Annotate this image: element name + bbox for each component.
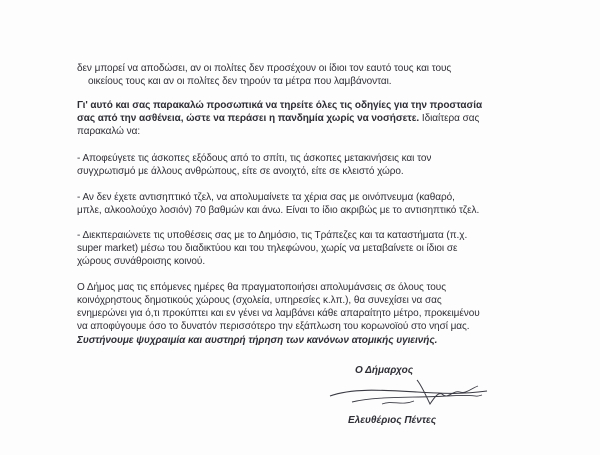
body-line: μπλε, αλκοολούχο λοσιόν) 70 βαθμών και άνω. Είναι το ίδιο ακριβώς με το αντισηπτικό τζελ. xyxy=(77,205,480,216)
signature-name: Ελευθέριος Πέντες xyxy=(348,415,437,426)
bullet-line: - Αποφεύγετε τις άσκοπες εξόδους από το σπίτι, τις άσκοπες μετακινήσεις και τον xyxy=(77,153,432,164)
emphasis-text: σας από την ασθένεια, ώστε να περάσει η πανδημία χωρίς να νοσήσετε. xyxy=(77,113,420,124)
body-line: Ο Δήμος μας τις επόμενες ημέρες θα πραγματοποιήσει απολυμάνσεις σε όλους τους xyxy=(77,282,446,293)
body-line: δεν μπορεί να αποδώσει, αν οι πολίτες δεν προσέχουν οι ίδιοι τον εαυτό τους και τους xyxy=(77,63,452,74)
signature-title: Ο Δήμαρχος xyxy=(355,365,414,376)
handwritten-signature xyxy=(322,374,492,414)
body-line: παρακαλώ να: xyxy=(77,126,141,137)
closing-line: Συστήνουμε ψυχραιμία και αυστηρή τήρηση των κανόνων ατομικής υγιεινής. xyxy=(77,335,438,346)
body-line: super market) μέσω του διαδικτύου και του τηλεφώνου, χωρίς να μεταβαίνετε οι ίδιοι σε xyxy=(77,243,458,254)
bullet-line: - Διεκπεραιώνετε τις υποθέσεις σας με το Δημόσιο, τις Τράπεζες και τα καταστήματα (π.χ. xyxy=(77,230,468,241)
body-line: να αποφύγουμε όσο το δυνατόν περισσότερο την εξάπλωση του κορωνοϊού στο νησί μας. xyxy=(77,321,470,332)
body-line: κοινόχρηστους δημοτικούς χώρους (σχολεία, υπηρεσίες κ.λπ.), θα συνεχίσει να σας xyxy=(77,295,442,306)
body-text: Ιδιαίτερα σας xyxy=(419,113,480,124)
bullet-line: - Αν δεν έχετε αντισηπτικό τζελ, να απολυμαίνετε τα χέρια σας με οινόπνευμα (καθαρό, xyxy=(77,192,455,203)
body-line: συγχρωτισμό με άλλους ανθρώπους, είτε σε ανοιχτό, είτε σε κλειστό χώρο. xyxy=(77,166,404,177)
body-line xyxy=(77,113,479,125)
body-line: ενημερώνει για ό,τι προκύπτει και εν γένει να λαμβάνει κάθε απαραίτητο μέτρο, προκειμένου xyxy=(77,308,480,319)
body-line: οικείους τους και αν οι πολίτες δεν τηρούν τα μέτρα που λαμβάνονται. xyxy=(88,76,392,87)
emphasis-line: Γι' αυτό και σας παρακαλώ προσωπικά να τηρείτε όλες τις οδηγίες για την προστασία xyxy=(77,100,483,111)
body-line: χώρους συνάθροισης κοινού. xyxy=(77,256,206,267)
